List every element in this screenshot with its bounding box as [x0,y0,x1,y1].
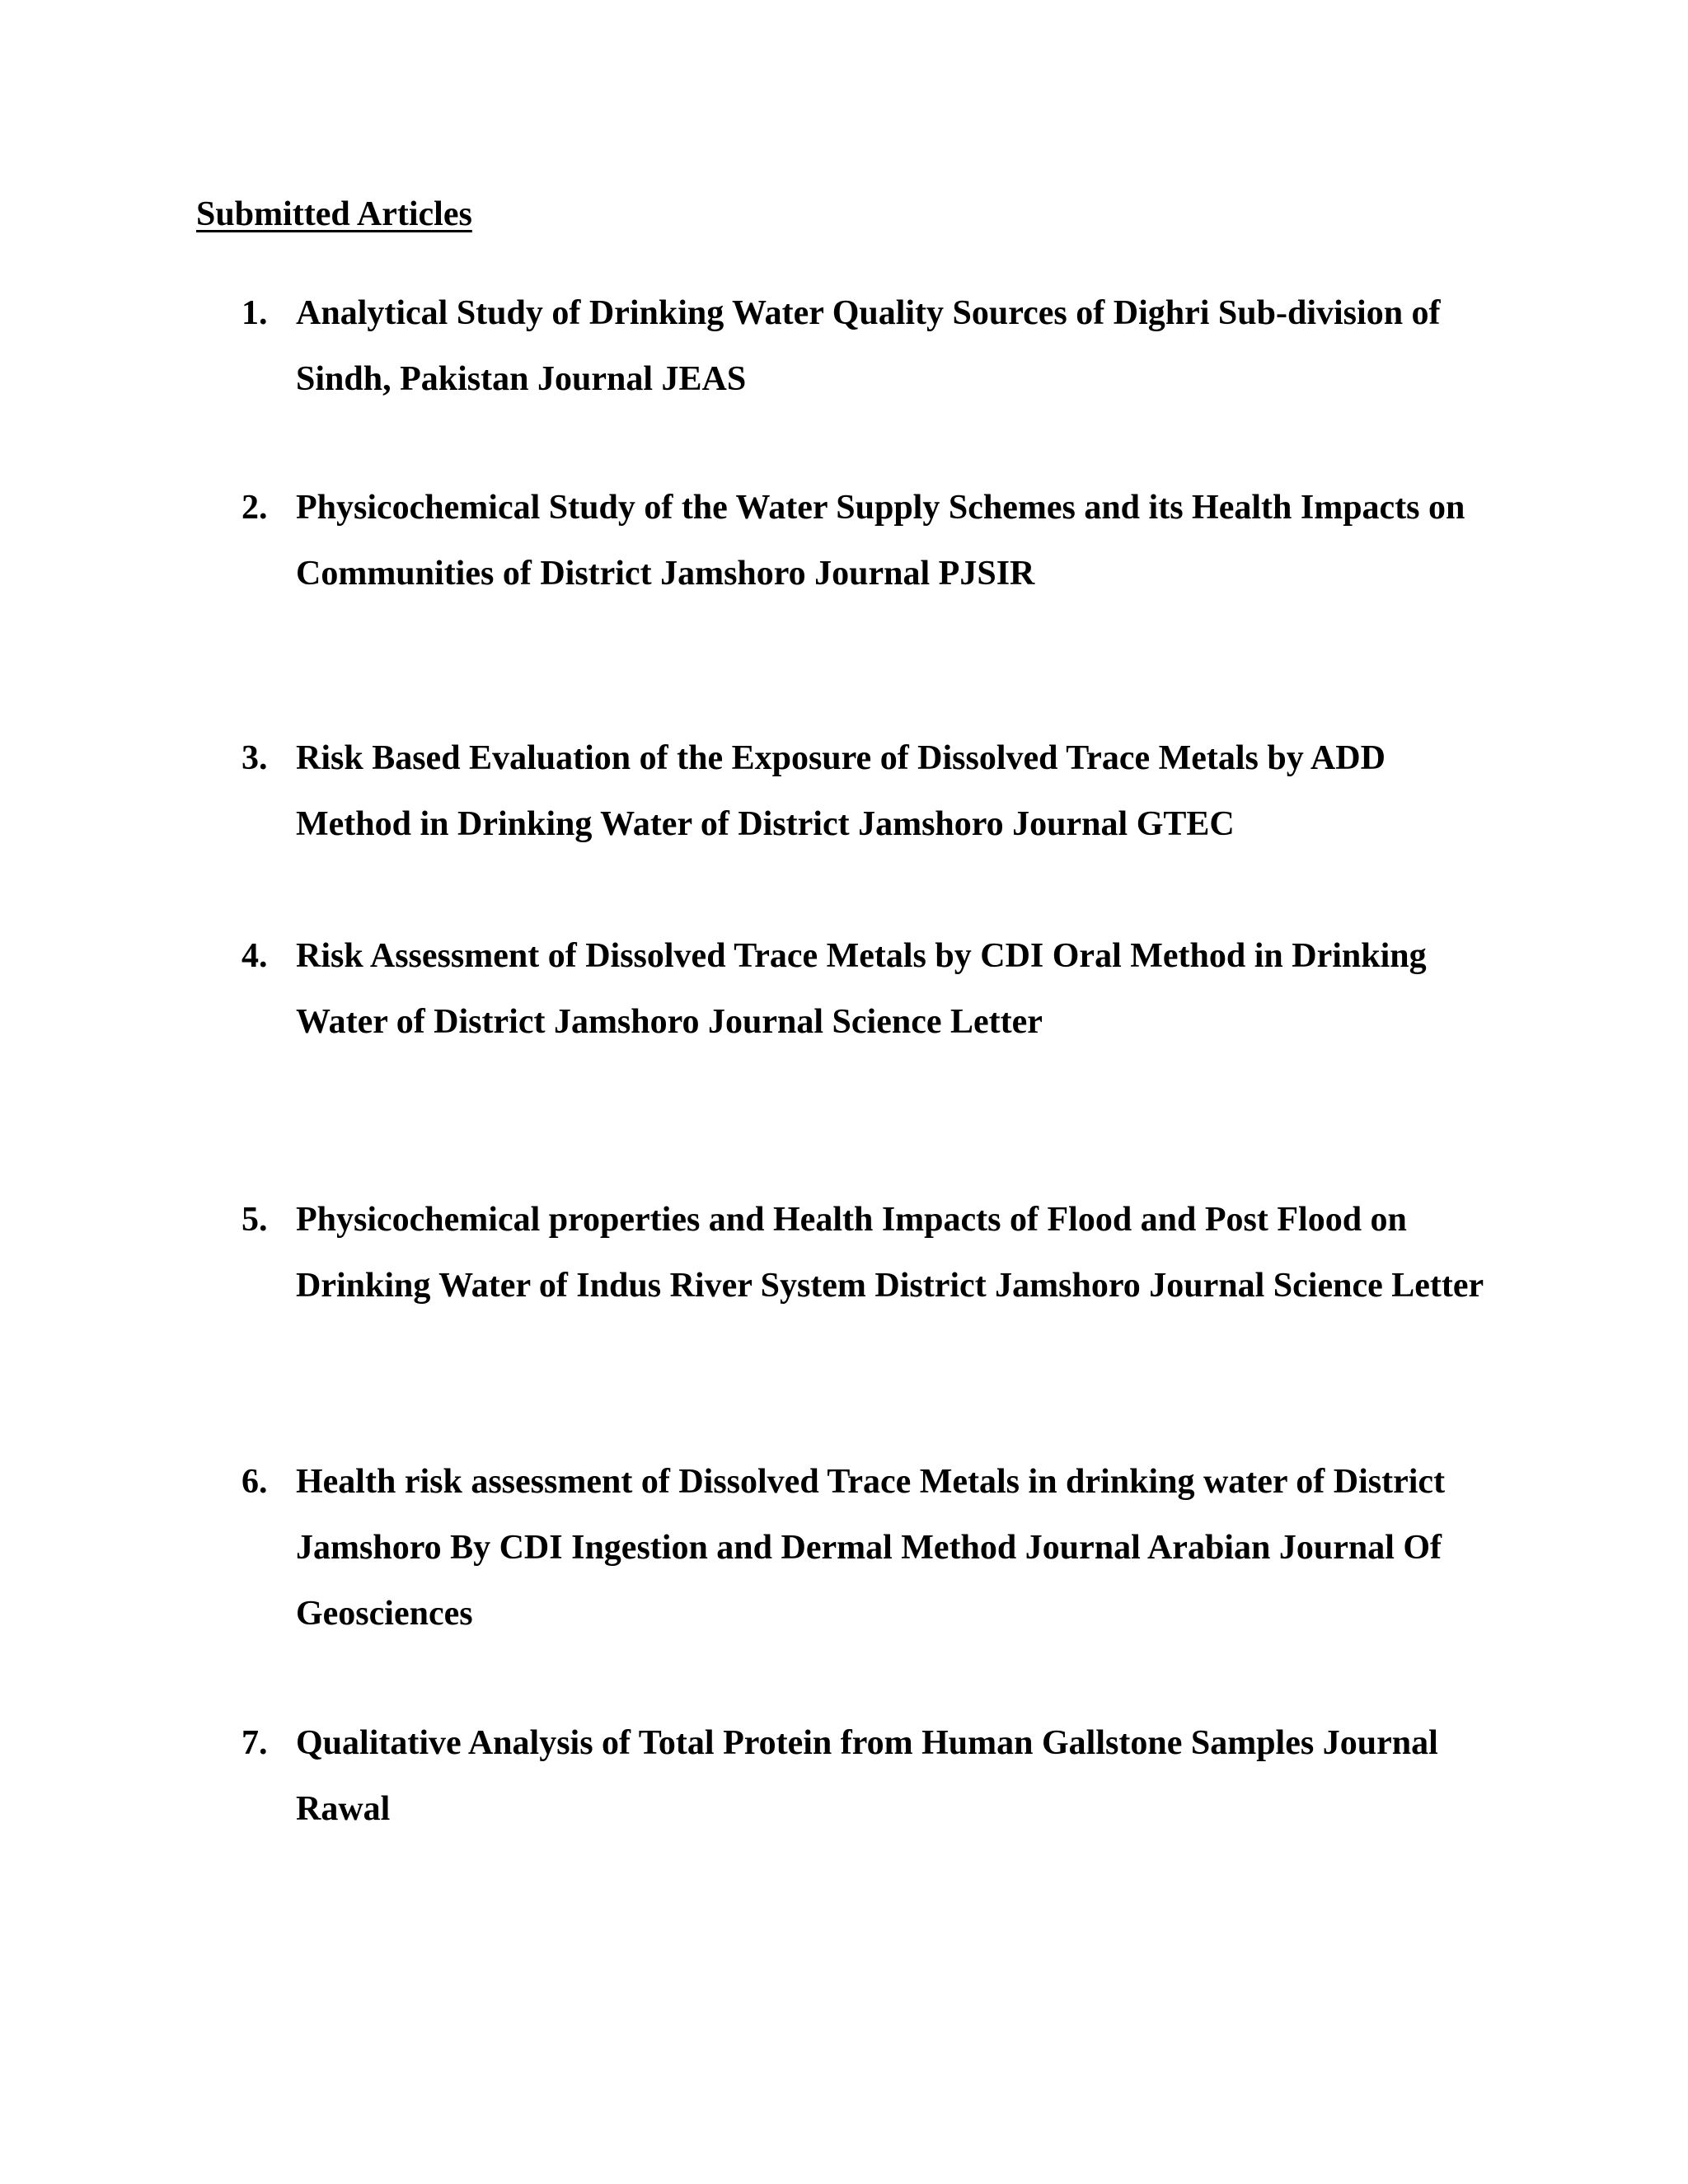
item-number: 1. [241,294,268,332]
article-title: Analytical Study of Drinking Water Quality Sources of Dighri Sub-division of Sindh, Pakistan Journal JEAS [296,294,1441,398]
item-number: 7. [241,1724,268,1762]
article-title: Risk Based Evaluation of the Exposure of Dissolved Trace Metals by ADD Method in Drinking Water of District Jamshoro Journal GTEC [296,739,1386,843]
article-title: Risk Assessment of Dissolved Trace Metals by CDI Oral Method in Drinking Water of District Jamshoro Journal Science Letter [296,937,1427,1041]
article-list-item [241,1449,1494,1647]
page-heading: Submitted Articles [196,195,472,233]
article-list-item [241,923,1494,1055]
article-list-item [241,1187,1494,1319]
article-list-item [241,475,1494,607]
article-title: Qualitative Analysis of Total Protein from Human Gallstone Samples Journal Rawal [296,1724,1438,1828]
article-title: Physicochemical properties and Health Impacts of Flood and Post Flood on Drinking Water of Indus River System District Jamshoro Journal Science Letter [296,1201,1484,1305]
item-number: 4. [241,937,268,975]
article-title: Health risk assessment of Dissolved Trace Metals in drinking water of District Jamshoro By CDI Ingestion and Dermal Method Journal Arabian Journal Of Geosciences [296,1463,1446,1633]
article-list-item [241,725,1494,857]
item-number: 3. [241,739,268,777]
article-title: Physicochemical Study of the Water Supply Schemes and its Health Impacts on Communities of District Jamshoro Journal PJSIR [296,489,1465,593]
article-list-item [241,1710,1494,1842]
article-list-item [241,280,1494,412]
item-number: 6. [241,1463,268,1501]
item-number: 5. [241,1201,268,1239]
item-number: 2. [241,489,268,527]
